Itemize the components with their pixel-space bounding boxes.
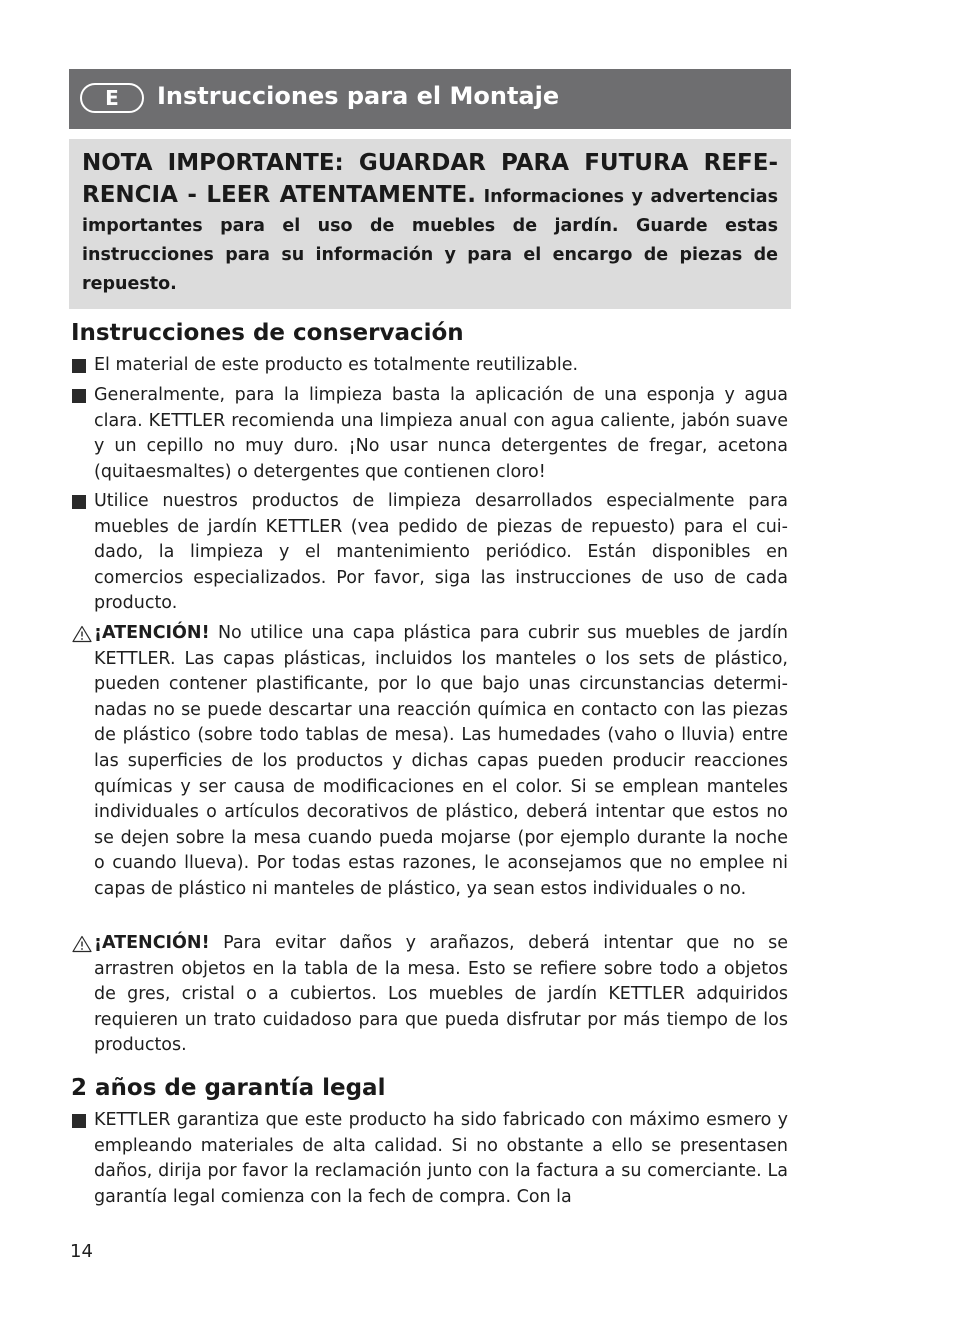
care-item-1 xyxy=(70,353,788,379)
care-warning-1 xyxy=(70,621,788,903)
language-badge: E xyxy=(80,83,144,113)
warning-triangle-icon xyxy=(72,625,92,643)
warning-triangle-icon xyxy=(72,935,92,953)
header-title: Instrucciones para el Montaje xyxy=(157,82,560,110)
attention-label: ¡ATENCIÓN! xyxy=(94,933,210,953)
care-warning-body: No utilice una capa plástica para cubrir sus muebles de jardín KETTLER. Las capas plásticas, incluidos los manteles o los sets de plástico, pueden contener plastificante, por lo que bajo unas circunstancias determinadas no se puede descartar una reacción química en contacto con las piezas de plástico (sobre todo tablas de mesa). Las humedades (vaho o lluvia) entre las superficies de los productos y dichas capas pueden producir reacciones químicas y ser causa de modificaciones en el color. Si se emplean manteles individuales o artículos decorativos de plástico, deberá intentar que estos no se dejen sobre la mesa cuando pueda mojarse (por ejemplo durante la noche o cuando llueva). Por todas estas razones, le aconsejamos que no emplee ni capas de plástico ni manteles de plástico, ya sean estos individuales o no. xyxy=(94,623,788,899)
important-notice-box xyxy=(69,139,791,309)
care-warning-text xyxy=(94,621,788,903)
care-item-text: Generalmente, para la limpieza basta la aplicación de una esponja y agua clara. KETTLER recomienda una limpieza anual con agua caliente, jabón suave y un cepillo no muy duro. ¡No usar nunca detergentes de fregar, acetona (quitaesmaltes) o detergentes que contienen cloro! xyxy=(94,385,788,482)
notice-lead: NOTA IMPORTANTE: GUARDAR PARA FUTURA REFERENCIA - LEER ATENTAMENTE. xyxy=(82,150,778,208)
care-warning-2 xyxy=(70,931,788,1059)
notice-text xyxy=(82,148,778,299)
square-bullet-icon xyxy=(72,389,86,403)
care-warning-body: Para evitar daños y arañazos, deberá intentar que no se arrastren objetos en la tabla de la mesa. Esto se refiere sobre todo a objetos de gres, cristal o a cubiertos. Los muebles de jardín KETTLER adquiridos requieren un trato cuidadoso para que pueda disfrutar por más tiempo de los productos. xyxy=(94,933,788,1056)
warranty-item-text: KETTLER garantiza que este producto ha sido fabricado con máximo esmero y empleando materiales de alta calidad. Si no obstante a ello se presentasen daños, dirija por favor la reclamación junto con la factura a su comerciante. La garantía legal comienza con la fech de compra. Con la xyxy=(94,1110,788,1207)
square-bullet-icon xyxy=(72,1114,86,1128)
page-number: 14 xyxy=(70,1241,93,1262)
attention-label: ¡ATENCIÓN! xyxy=(94,623,210,643)
warranty-item-1 xyxy=(70,1108,788,1210)
care-item-text: Utilice nuestros productos de limpieza desarrollados especialmente para muebles de jardín KETTLER (vea pedido de piezas de repuesto) para el cuidado, la limpieza y el mantenimiento periódico. Están disponibles en comercios especializados. Por favor, siga las instrucciones de uso de cada producto. xyxy=(94,491,788,614)
care-heading: Instrucciones de conservación xyxy=(71,320,464,346)
warranty-heading: 2 años de garantía legal xyxy=(71,1075,386,1101)
care-warning-text xyxy=(94,931,788,1059)
notice-body: Informaciones y advertencias importantes para el uso de muebles de jardín. Guarde estas instrucciones para su información y para el encargo de piezas de repuesto. xyxy=(82,187,779,294)
care-item-3 xyxy=(70,489,788,617)
square-bullet-icon xyxy=(72,495,86,509)
square-bullet-icon xyxy=(72,359,86,373)
care-item-text: El material de este producto es totalmente reutilizable. xyxy=(94,355,579,375)
care-item-2 xyxy=(70,383,788,485)
